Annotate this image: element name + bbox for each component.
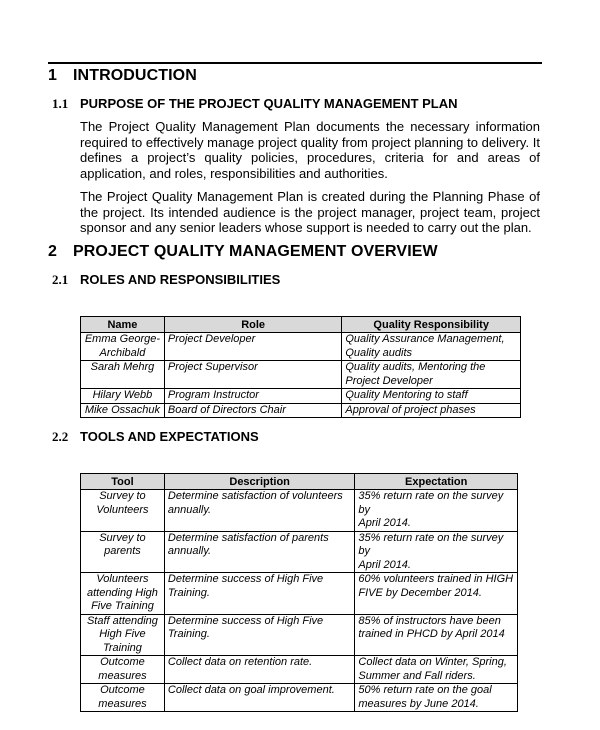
responsibility-cell-line: Quality Assurance Management, (345, 333, 505, 345)
paragraph-purpose: The Project Quality Management Plan documents the necessary information required to effectively manage project quality from project planning to delivery. It defines a project’s quality policies, procedures, criteria for and areas of application, and roles, responsibilities and authorities. (80, 119, 540, 181)
column-header-expectation: Expectation (355, 474, 518, 490)
table-row (81, 684, 518, 712)
role-cell-line: Board of Directors Chair (167, 403, 286, 416)
section-number: 1 (48, 67, 57, 84)
tool-cell-line: parents (104, 545, 141, 557)
section-title: INTRODUCTION (73, 67, 197, 84)
tool-cell-line: Survey to (99, 531, 146, 544)
name-cell (81, 389, 165, 404)
table-header-row (81, 317, 521, 333)
responsibility-cell (342, 361, 521, 389)
expectation-cell (355, 656, 518, 684)
expectation-cell-line: FIVE by December 2014. (358, 586, 482, 599)
column-header-role: Role (164, 317, 342, 333)
section-2-heading (48, 243, 438, 261)
responsibility-cell-line: Quality audits, Mentoring the (345, 361, 486, 373)
subsection-title: PURPOSE OF THE PROJECT QUALITY MANAGEMENT PLAN (80, 96, 458, 111)
description-cell (164, 656, 355, 684)
responsibility-cell-line: Quality audits (345, 346, 413, 359)
tool-cell-line: attending High (86, 586, 158, 599)
paragraph-planning: The Project Quality Management Plan is created during the Planning Phase of the project. Its intended audience is the project manager, project team, project sponsor and any senior leaders whose support is needed to carry out the plan. (80, 189, 540, 235)
role-cell (164, 333, 342, 361)
description-cell (164, 531, 355, 573)
subsection-number: 1.1 (52, 96, 69, 111)
section-title: PROJECT QUALITY MANAGEMENT OVERVIEW (73, 243, 438, 260)
description-cell-line: annually. (167, 503, 212, 516)
expectation-cell-line: measures by June 2014. (358, 697, 479, 710)
role-cell (164, 389, 342, 404)
name-cell-line: Emma George- (84, 333, 161, 345)
description-cell-line: Determine satisfaction of parents (167, 531, 329, 544)
table-row (81, 333, 521, 361)
tool-cell-line: Survey to (99, 490, 146, 502)
subsection-number: 2.1 (52, 272, 69, 287)
tool-cell-line: measures (98, 697, 147, 710)
name-cell-line: Mike Ossachuk (84, 403, 161, 416)
tool-cell-line: Training (102, 641, 142, 654)
table-row (81, 614, 518, 656)
responsibility-cell (342, 403, 521, 418)
section-1-heading (48, 67, 197, 85)
table-row (81, 389, 521, 404)
tool-cell-line: Staff attending (86, 614, 158, 627)
section-number: 2 (48, 243, 57, 260)
description-cell (164, 573, 355, 615)
description-cell-line: Training. (167, 628, 210, 640)
role-cell (164, 361, 342, 389)
tool-cell (81, 656, 165, 684)
description-cell (164, 614, 355, 656)
column-header-name: Name (81, 317, 165, 333)
subsection-title: TOOLS AND EXPECTATIONS (80, 429, 259, 444)
expectation-cell-line: April 2014. (358, 517, 411, 529)
expectation-cell-line: Collect data on Winter, Spring, (358, 656, 507, 668)
subsection-number: 2.2 (52, 429, 69, 444)
role-cell (164, 403, 342, 418)
tool-cell (81, 614, 165, 656)
expectation-cell-line: 85% of instructors have been (358, 614, 501, 627)
description-cell-line: Collect data on goal improvement. (167, 684, 335, 696)
description-cell (164, 490, 355, 532)
table-row (81, 656, 518, 684)
tool-cell (81, 684, 165, 712)
name-cell-line: Hilary Webb (92, 389, 153, 401)
subsection-2-2-heading (52, 429, 259, 445)
tool-cell-line: High Five (99, 628, 146, 640)
subsection-1-1-heading (52, 96, 458, 112)
role-cell-line: Project Developer (167, 333, 256, 345)
column-header-description: Description (164, 474, 355, 490)
expectation-cell (355, 490, 518, 532)
tool-cell-line: Volunteers (96, 503, 149, 516)
tool-cell-line: Volunteers (96, 573, 149, 585)
responsibility-cell (342, 389, 521, 404)
responsibility-cell-line: Quality Mentoring to staff (345, 389, 468, 401)
tool-cell-line: Outcome (100, 684, 145, 696)
responsibility-cell (342, 333, 521, 361)
name-cell (81, 403, 165, 418)
name-cell-line: Archibald (99, 346, 146, 359)
table-row (81, 361, 521, 389)
description-cell-line: Determine success of High Five (167, 573, 324, 585)
tool-cell-line: measures (98, 669, 147, 682)
subsection-2-1-heading (52, 272, 280, 288)
description-cell-line: annually. (167, 545, 212, 557)
tool-cell (81, 490, 165, 532)
role-cell-line: Project Supervisor (167, 361, 258, 373)
expectation-cell (355, 573, 518, 615)
table-row (81, 573, 518, 615)
description-cell-line: Determine success of High Five (167, 614, 324, 627)
responsibility-cell-line: Approval of project phases (345, 403, 476, 416)
responsibility-cell-line: Project Developer (345, 374, 433, 387)
expectation-cell-line: trained in PHCD by April 2014 (358, 628, 505, 640)
expectation-cell-line: 60% volunteers trained in HIGH (358, 573, 514, 585)
tool-cell (81, 531, 165, 573)
table-row (81, 531, 518, 573)
column-header-tool: Tool (81, 474, 165, 490)
tool-cell-line: Outcome (100, 656, 145, 668)
expectation-cell (355, 614, 518, 656)
description-cell-line: Training. (167, 586, 210, 599)
name-cell (81, 333, 165, 361)
expectation-cell-line: 35% return rate on the survey by (358, 531, 504, 557)
roles-table (80, 316, 521, 418)
expectation-cell-line: 50% return rate on the goal (358, 684, 492, 696)
subsection-title: ROLES AND RESPONSIBILITIES (80, 272, 281, 287)
tools-table (80, 473, 518, 712)
role-cell-line: Program Instructor (167, 389, 259, 401)
tool-cell-line: Five Training (91, 600, 154, 612)
description-cell-line: Determine satisfaction of volunteers (167, 490, 343, 502)
tool-cell (81, 573, 165, 615)
expectation-cell-line: Summer and Fall riders. (358, 669, 476, 682)
name-cell (81, 361, 165, 389)
name-cell-line: Sarah Mehrg (90, 361, 155, 373)
column-header-responsibility: Quality Responsibility (342, 317, 521, 333)
expectation-cell-line: 35% return rate on the survey by (358, 490, 504, 516)
heading-rule (48, 62, 542, 64)
expectation-cell (355, 684, 518, 712)
expectation-cell-line: April 2014. (358, 558, 411, 571)
expectation-cell (355, 531, 518, 573)
description-cell (164, 684, 355, 712)
table-row (81, 490, 518, 532)
description-cell-line: Collect data on retention rate. (167, 656, 313, 668)
table-row (81, 403, 521, 418)
table-header-row (81, 474, 518, 490)
